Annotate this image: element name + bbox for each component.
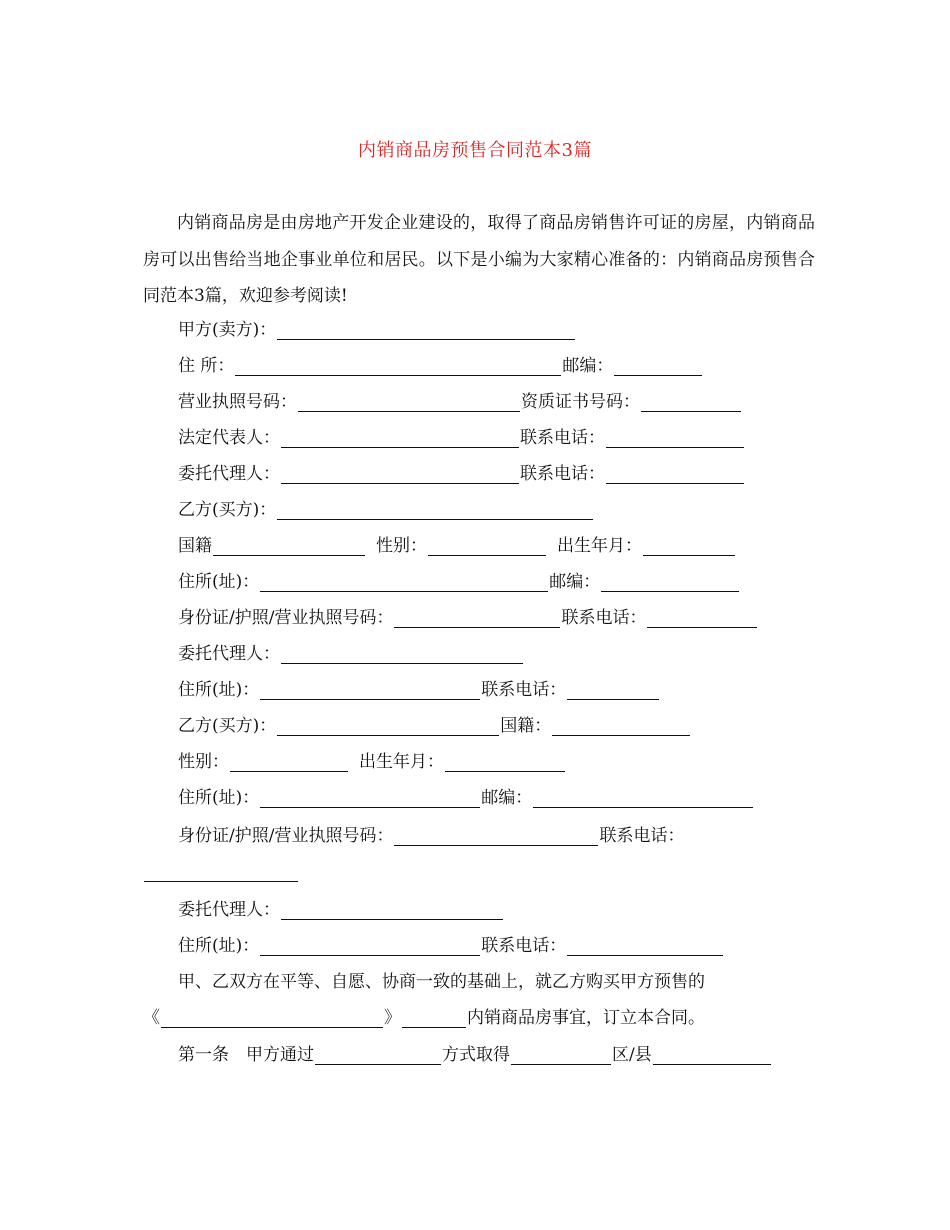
phone-label: 联系电话： [481, 936, 567, 956]
buyer2-agent-line [178, 898, 504, 920]
legal-rep-label: 法定代表人： [178, 428, 280, 448]
buyer2-phone-line [143, 860, 299, 882]
seller-qualification-blank[interactable] [641, 395, 741, 412]
birth-label: 出生年月： [557, 536, 642, 556]
property-blank[interactable] [402, 1011, 466, 1028]
buyer2-agent-blank[interactable] [281, 903, 503, 920]
agreement-tail: 内销商品房事宜，订立本合同。 [467, 1008, 705, 1028]
postcode-label: 邮编： [549, 572, 601, 592]
buyer2-nationality-blank[interactable] [552, 719, 690, 736]
seller-agent-phone-blank[interactable] [606, 467, 744, 484]
address-label: 住所(址)： [178, 680, 260, 700]
legal-rep-line [178, 426, 745, 448]
license-label: 营业执照号码： [178, 392, 297, 412]
agreement-line-2 [143, 1006, 705, 1028]
buyer-profile-line [178, 534, 736, 556]
buyer-address-line [178, 570, 740, 592]
intro-paragraph: 内销商品房是由房地产开发企业建设的，取得了商品房销售许可证的房屋，内销商品房可以出售给当地企事业单位和居民。以下是小编为大家精心准备的：内销商品房预售合同范本3篇，欢迎参考阅读! [143, 213, 815, 306]
buyer-nationality-blank[interactable] [213, 539, 365, 556]
buyer2-address-blank[interactable] [260, 791, 480, 808]
seller-postcode-blank[interactable] [614, 359, 702, 376]
buyer2-profile-line [178, 750, 566, 772]
district-blank[interactable] [511, 1048, 611, 1065]
buyer-label: 乙方(买方)： [178, 500, 277, 520]
buyer2-id-blank[interactable] [394, 829, 598, 846]
seller-blank[interactable] [277, 323, 575, 340]
legal-rep-blank[interactable] [281, 431, 519, 448]
agreement-line-1 [178, 970, 705, 992]
buyer-birth-blank[interactable] [643, 539, 735, 556]
buyer-postcode-blank[interactable] [601, 575, 739, 592]
address-label: 住所(址)： [178, 788, 260, 808]
seller-label: 甲方(卖方)： [178, 320, 277, 340]
postcode-label: 邮编： [481, 788, 533, 808]
acquisition-method-blank[interactable] [315, 1048, 441, 1065]
close-quote: 》 [384, 1008, 401, 1028]
article-1-part1: 第一条 甲方通过 [178, 1045, 314, 1065]
project-name-blank[interactable] [161, 1011, 383, 1028]
buyer2-agent-address-blank[interactable] [260, 939, 480, 956]
agent-label: 委托代理人： [178, 464, 280, 484]
gender-label: 性别： [178, 752, 229, 772]
buyer-address-blank[interactable] [260, 575, 548, 592]
seller-license-blank[interactable] [298, 395, 520, 412]
buyer2-birth-blank[interactable] [445, 755, 565, 772]
seller-address-line [178, 354, 703, 376]
seller-agent-line [178, 462, 745, 484]
buyer2-address-line [178, 786, 754, 808]
address-label: 住所(址)： [178, 572, 260, 592]
postcode-label: 邮编： [562, 356, 614, 376]
phone-label: 联系电话： [520, 464, 605, 484]
buyer-gender-blank[interactable] [428, 539, 546, 556]
article-1-part2: 方式取得 [442, 1045, 510, 1065]
seller-address-blank[interactable] [235, 359, 561, 376]
address-label: 住所(址)： [178, 936, 260, 956]
id-label: 身份证/护照/营业执照号码： [178, 608, 394, 628]
seller-line [178, 318, 576, 340]
buyer-agent-blank[interactable] [281, 647, 523, 664]
phone-label: 联系电话： [520, 428, 605, 448]
buyer2-blank[interactable] [277, 719, 499, 736]
qualification-label: 资质证书号码： [521, 392, 640, 412]
gender-label: 性别： [376, 536, 427, 556]
agreement-text: 甲、乙双方在平等、自愿、协商一致的基础上，就乙方购买甲方预售的 [178, 972, 705, 992]
phone-label: 联系电话： [599, 826, 685, 846]
buyer-label: 乙方(买方)： [178, 716, 277, 736]
open-quote: 《 [143, 1008, 160, 1028]
buyer-blank[interactable] [277, 503, 593, 520]
buyer2-phone-blank[interactable] [144, 865, 298, 882]
birth-label: 出生年月： [359, 752, 444, 772]
agent-label: 委托代理人： [178, 900, 280, 920]
buyer-agent-address-blank[interactable] [260, 683, 480, 700]
nationality-label: 国籍： [500, 716, 552, 736]
county-blank[interactable] [653, 1048, 771, 1065]
article-1-line [178, 1043, 772, 1065]
buyer2-line [178, 714, 691, 736]
document-title: 内销商品房预售合同范本3篇 [358, 140, 592, 161]
buyer-agent-phone-blank[interactable] [567, 683, 659, 700]
buyer-agent-line [178, 642, 524, 664]
buyer-line [178, 498, 594, 520]
phone-label: 联系电话： [561, 608, 647, 628]
seller-license-line [178, 390, 742, 412]
legal-rep-phone-blank[interactable] [606, 431, 744, 448]
buyer-id-blank[interactable] [394, 611, 560, 628]
buyer2-postcode-blank[interactable] [533, 791, 753, 808]
article-1-part3: 区/县 [612, 1045, 652, 1065]
buyer2-agent-address-line [178, 934, 724, 956]
buyer-agent-address-line [178, 678, 660, 700]
seller-agent-blank[interactable] [281, 467, 519, 484]
address-label: 住 所： [178, 356, 235, 376]
agent-label: 委托代理人： [178, 644, 280, 664]
id-label: 身份证/护照/营业执照号码： [178, 826, 394, 846]
buyer-id-line [178, 606, 758, 628]
buyer-phone-blank[interactable] [647, 611, 757, 628]
buyer2-gender-blank[interactable] [230, 755, 348, 772]
buyer2-agent-phone-blank[interactable] [567, 939, 723, 956]
buyer2-id-line [178, 824, 684, 846]
nationality-label: 国籍 [178, 536, 212, 556]
phone-label: 联系电话： [481, 680, 567, 700]
